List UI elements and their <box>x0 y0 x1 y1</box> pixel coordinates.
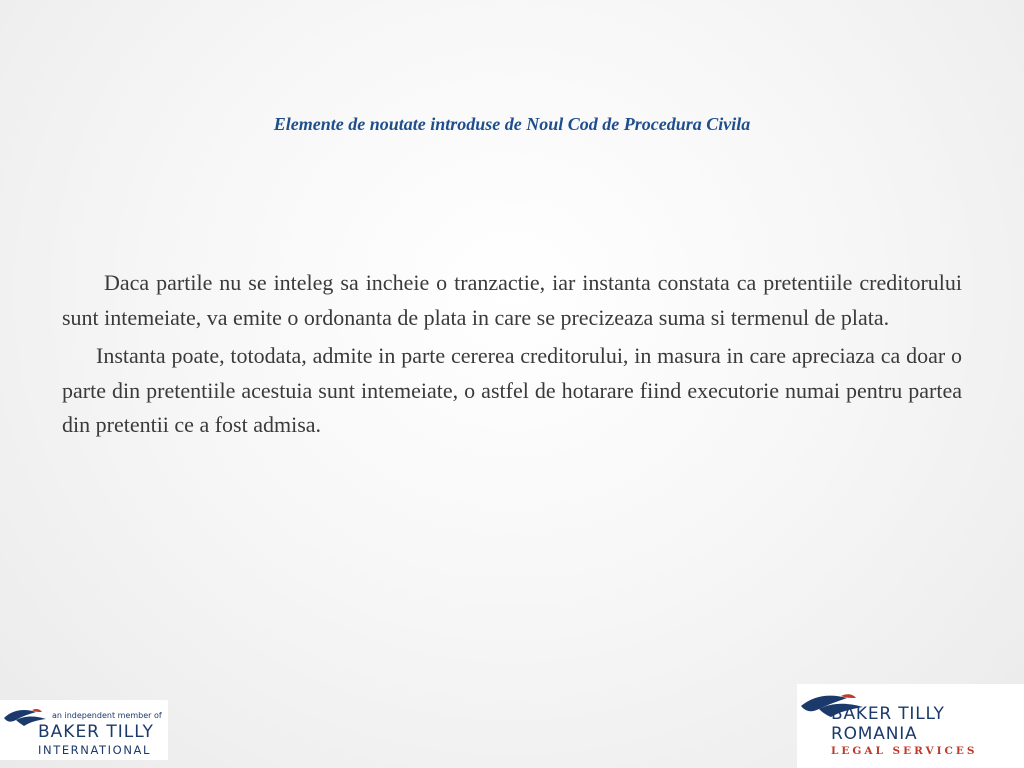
logo-tagline: an independent member of <box>52 711 162 720</box>
slide-title: Elemente de noutate introduse de Noul Cod de Procedura Civila <box>273 114 751 134</box>
logo-subtitle: INTERNATIONAL <box>38 743 151 757</box>
logo-name: BAKER TILLY <box>831 704 945 724</box>
baker-tilly-romania-logo <box>797 684 1024 768</box>
logo-country: ROMANIA <box>831 724 918 744</box>
slide-body <box>62 266 962 447</box>
logo-name: BAKER TILLY <box>38 722 154 742</box>
body-paragraph-2: Instanta poate, totodata, admite in parte cererea creditorului, in masura in care apreciaza ca doar o parte din pretentiile acestuia sunt intemeiate, o astfel de hotarare fiind executorie numai pentru partea din pretentii ce a fost admisa. <box>62 343 962 437</box>
baker-tilly-international-logo <box>0 700 168 760</box>
body-paragraph-1: Daca partile nu se inteleg sa incheie o tranzactie, iar instanta constata ca pretentiile creditorului sunt intemeiate, va emite o ordonanta de plata in care se precizeaza suma si termenul de plata. <box>62 270 962 330</box>
logo-services: LEGAL SERVICES <box>831 745 978 757</box>
